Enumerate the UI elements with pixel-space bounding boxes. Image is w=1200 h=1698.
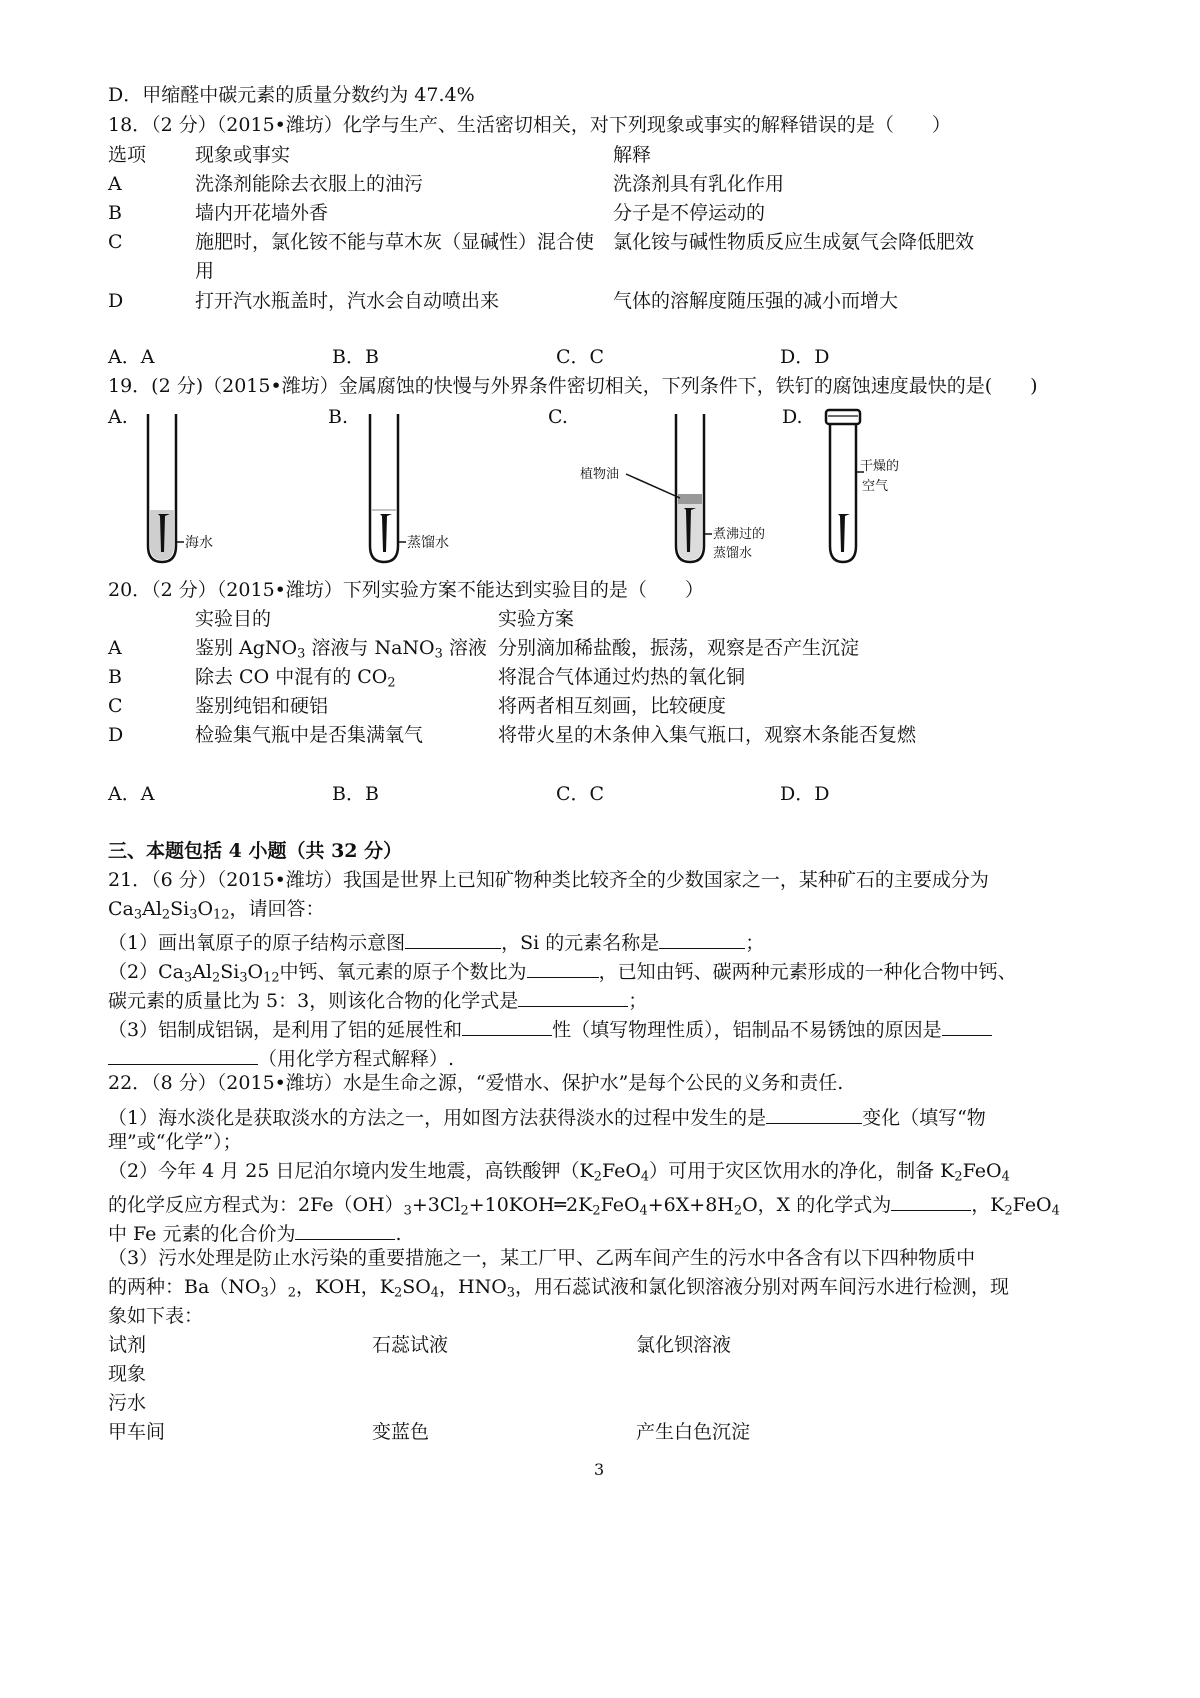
q20-row-plan: 将两者相互刻画，比较硬度 [498, 695, 727, 717]
q20-head-plan: 实验方案 [498, 608, 575, 630]
q22-part3-cont2: 象如下表： [108, 1305, 204, 1327]
q18-head-fact: 现象或事实 [195, 144, 291, 166]
test-tube-b-figure [352, 410, 482, 570]
q20-row-goal: 鉴别纯铝和硬铝 [195, 695, 329, 717]
q18-choice-d[interactable]: D．D [780, 346, 830, 368]
section-3-title: 三、本题包括 4 小题（共 32 分） [108, 840, 403, 862]
q19-label-c[interactable]: C. [548, 406, 568, 428]
answer-blank[interactable] [766, 1104, 862, 1124]
q18-row-fact: 墙内开花墙外香 [195, 202, 329, 224]
q18-row-key: C [108, 231, 123, 253]
q22-part3-cont: 的两种：$Ba(NO_3)_2$，KOH，$K_2SO_4$，$HNO_3$，用石蕊试液和氯化钡溶液分别对两车间污水进行检测，现 [108, 1276, 1010, 1301]
q18-row-fact: 施肥时，氯化铵不能与草木灰（显碱性）混合使 [195, 231, 595, 253]
q18-choice-b[interactable]: B．B [332, 346, 379, 368]
q21-part2: $(2)Ca_3Al_2Si_3O_{12}$中钙、氧元素的原子个数比为 ，已知由钙、碳两种元素形成的一种化合物中钙、 [108, 958, 1017, 982]
q22-stem: 22．（8 分）（2015•潍坊）水是生命之源，“爱惜水、保护水”是每个公民的义务和责任. [108, 1072, 844, 1094]
q20-row-goal: 检验集气瓶中是否集满氧气 [195, 724, 424, 746]
q20-row-plan: 分别滴加稀盐酸，振荡，观察是否产生沉淀 [498, 637, 860, 659]
q18-head-option: 选项 [108, 144, 147, 166]
q22-part2-cont: 中 Fe 元素的化合价为 . [108, 1220, 402, 1244]
q22-table-row-workshop: 甲车间 [108, 1421, 166, 1443]
q20-row-key: A [108, 637, 122, 659]
q20-head-goal: 实验目的 [195, 608, 272, 630]
q22-table-head-reagent: 试剂 [108, 1334, 147, 1356]
q22-table-cell-bacl2: 产生白色沉淀 [636, 1421, 751, 1443]
q22-part3: （3）污水处理是防止水污染的重要措施之一，某工厂甲、乙两车间产生的污水中各含有以下四种物质中 [108, 1247, 976, 1269]
q22-part1-cont: 理”或“化学”）； [108, 1131, 242, 1153]
test-tube-d-figure [810, 406, 920, 570]
q20-stem: 20．（2 分）（2015•潍坊）下列实验方案不能达到实验目的是（ ） [108, 579, 704, 601]
q22-table-cell-litmus: 变蓝色 [372, 1421, 430, 1443]
tube-c-oil-label: 植物油 [580, 467, 620, 482]
q22-table-head-litmus: 石蕊试液 [372, 1334, 449, 1356]
q20-choice-b[interactable]: B．B [332, 783, 379, 805]
answer-blank[interactable] [462, 1016, 552, 1036]
q22-table-label-phenomenon: 现象 [108, 1363, 147, 1385]
q19-stem: 19．(2 分)（2015•潍坊）金属腐蚀的快慢与外界条件密切相关，下列条件下，铁钉的腐蚀速度最快的是( ) [108, 375, 1038, 397]
q17-option-d: D．甲缩醛中碳元素的质量分数约为 47.4% [108, 84, 475, 106]
q19-label-d[interactable]: D. [782, 406, 803, 428]
q18-stem: 18．（2 分）（2015•潍坊）化学与生产、生活密切相关，对下列现象或事实的解释错误的是（ ） [108, 114, 951, 136]
answer-blank[interactable] [518, 987, 628, 1007]
q20-row-key: C [108, 695, 123, 717]
q18-row-explain: 洗涤剂具有乳化作用 [613, 173, 785, 195]
q22-part2-equation: 的化学反应方程式为：$2Fe(OH)_3+3Cl_2+10KOH═2K_2FeO_4+6X+8H_2O$，X 的化学式为 ，$K_2FeO_4$ [108, 1191, 1060, 1215]
page-number: 3 [594, 1460, 605, 1479]
answer-blank[interactable] [659, 929, 745, 949]
q21-part2-cont: 碳元素的质量比为 5：3，则该化合物的化学式是 ； [108, 987, 647, 1011]
tube-a-label: 海水 [185, 535, 213, 551]
q20-choice-c[interactable]: C．C [556, 783, 605, 805]
answer-blank[interactable] [942, 1016, 992, 1036]
answer-blank[interactable] [405, 929, 501, 949]
answer-blank[interactable] [108, 1045, 258, 1065]
q20-choice-d[interactable]: D．D [780, 783, 830, 805]
q20-choice-a[interactable]: A．A [108, 783, 155, 805]
tube-d-label-2: 空气 [862, 479, 889, 494]
q20-row-key: D [108, 724, 124, 746]
tube-c-water-label-2: 蒸馏水 [713, 546, 753, 561]
q22-table-label-sewage: 污水 [108, 1392, 147, 1414]
q21-part3: （3）铝制成铝锅，是利用了铝的延展性和 性（填写物理性质），铝制品不易锈蚀的原因是 [108, 1016, 992, 1040]
q20-row-plan: 将混合气体通过灼热的氧化铜 [498, 666, 746, 688]
q21-part1: （1）画出氧原子的原子结构示意图 ，Si 的元素名称是 ； [108, 929, 764, 953]
q20-row-goal: 鉴别 AgNO$_3$ 溶液与 NaNO$_3$ 溶液 [195, 637, 487, 662]
q18-row-explain: 氯化铵与碱性物质反应生成氨气会降低肥效 [613, 231, 975, 253]
q18-row-key: A [108, 173, 122, 195]
q18-row-fact: 打开汽水瓶盖时，汽水会自动喷出来 [195, 290, 500, 312]
q19-label-a[interactable]: A. [108, 406, 128, 428]
tube-b-label: 蒸馏水 [407, 535, 449, 551]
q20-row-key: B [108, 666, 122, 688]
q20-row-goal: 除去 CO 中混有的 $CO_2$ [195, 666, 396, 691]
q18-row-key: D [108, 290, 124, 312]
test-tube-c-figure [570, 410, 800, 570]
q21-part3-cont: （用化学方程式解释）. [108, 1045, 454, 1069]
q18-row-explain: 分子是不停运动的 [613, 202, 766, 224]
q18-choice-a[interactable]: A．A [108, 346, 155, 368]
q18-row-fact-cont: 用 [195, 260, 215, 282]
q18-row-key: B [108, 202, 122, 224]
test-tube-a-figure [130, 410, 240, 570]
q18-choice-c[interactable]: C．C [556, 346, 605, 368]
q19-label-b[interactable]: B. [328, 406, 349, 428]
q22-part1: （1）海水淡化是获取淡水的方法之一，用如图方法获得淡水的过程中发生的是 变化（填写“物 [108, 1104, 986, 1128]
tube-d-label-1: 干燥的 [860, 459, 900, 474]
q22-part2: （2）今年 4 月 25 日尼泊尔境内发生地震，高铁酸钾$(K_2FeO_4)$可用于灾区饮用水的净化，制备 $K_2FeO_4$ [108, 1160, 1010, 1185]
q20-row-plan: 将带火星的木条伸入集气瓶口，观察木条能否复燃 [498, 724, 917, 746]
answer-blank[interactable] [891, 1191, 971, 1211]
q18-row-fact: 洗涤剂能除去衣服上的油污 [195, 173, 424, 195]
tube-c-water-label-1: 煮沸过的 [713, 527, 766, 542]
q21-stem: 21．（6 分）（2015•潍坊）我国是世界上已知矿物种类比较齐全的少数国家之一，某种矿石的主要成分为 [108, 869, 989, 891]
q18-row-explain: 气体的溶解度随压强的减小而增大 [613, 290, 899, 312]
answer-blank[interactable] [527, 958, 599, 978]
q21-formula-line: $Ca_3Al_2Si_3O_{12}$，请回答： [108, 898, 325, 923]
answer-blank[interactable] [295, 1220, 395, 1240]
q22-table-head-bacl2: 氯化钡溶液 [636, 1334, 732, 1356]
q18-head-explain: 解释 [613, 144, 652, 166]
